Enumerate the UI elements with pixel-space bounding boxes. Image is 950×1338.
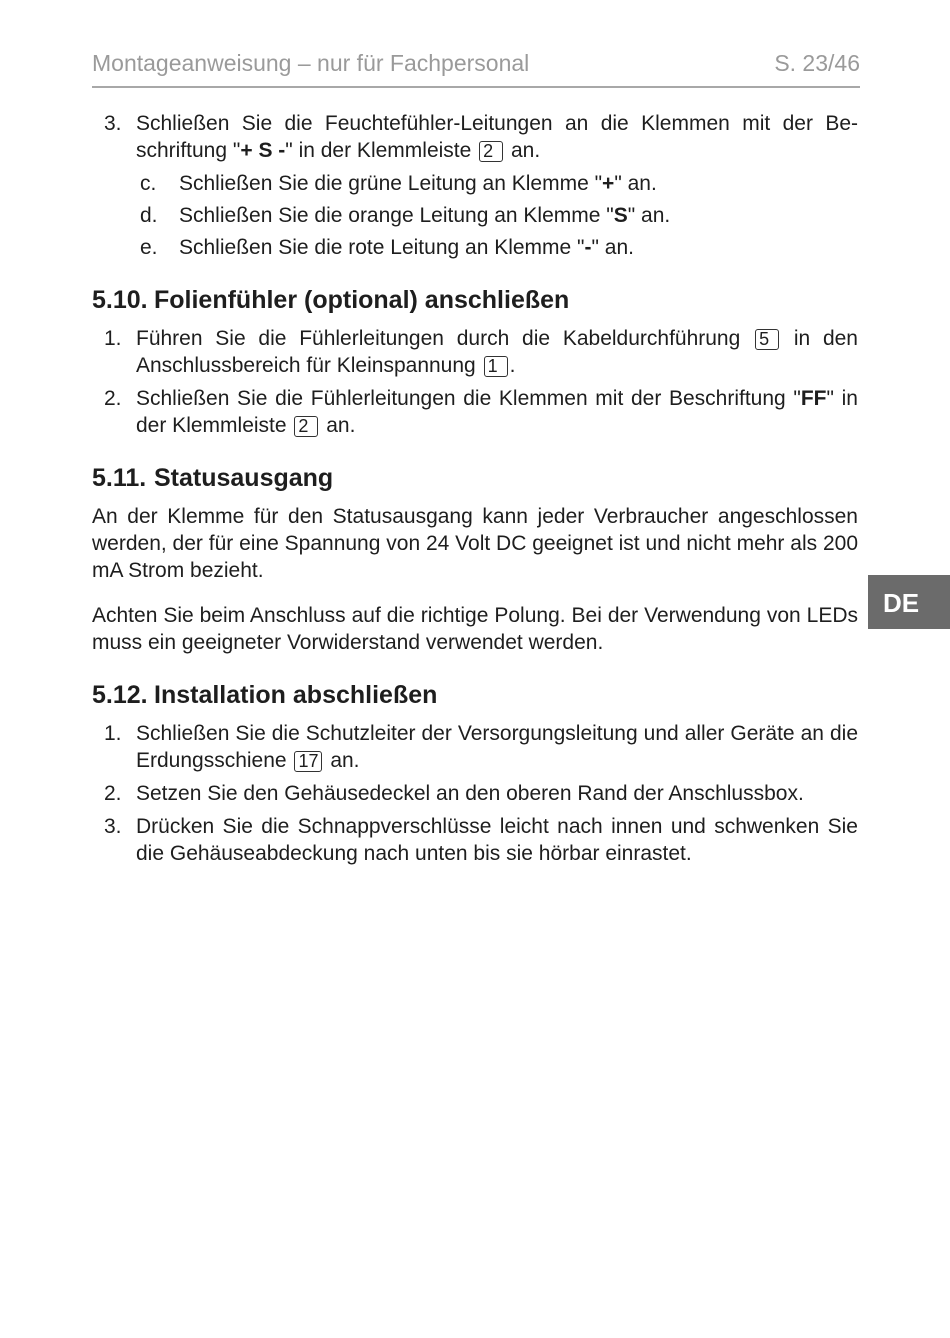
terminal-label: + S - bbox=[240, 139, 286, 162]
section-title: Installation abschließen bbox=[154, 681, 438, 709]
terminal-label: FF bbox=[800, 387, 827, 410]
sub-letter: e. bbox=[140, 236, 158, 259]
list-number: 1. bbox=[104, 722, 122, 745]
list-item-3 bbox=[92, 110, 858, 164]
list-item-1 bbox=[92, 720, 858, 774]
section-title: Folienfühler (optional) anschließen bbox=[154, 286, 570, 314]
list-text: an. bbox=[326, 414, 356, 437]
sub-item-d bbox=[92, 202, 858, 229]
list-text: Schließen Sie die Fühlerleitungen die Klemmen mit der Beschriftung " bbox=[136, 387, 801, 410]
sub-text: Schließen Sie die rote Leitung an Klemme " bbox=[179, 236, 585, 259]
terminal-label: - bbox=[584, 236, 592, 259]
sub-text: Schließen Sie die orange Leitung an Klemme " bbox=[179, 204, 614, 227]
sub-item-c bbox=[92, 170, 858, 197]
paragraph: Achten Sie beim Anschluss auf die richtige Polung. Bei der Verwendung von LEDs muss ein geeigneter Vorwiderstand verwendet werden. bbox=[92, 604, 858, 654]
list-number: 2. bbox=[104, 782, 122, 805]
list-text: Setzen Sie den Gehäusedeckel an den oberen Rand der Anschlussbox. bbox=[136, 782, 804, 805]
page-header bbox=[92, 48, 860, 88]
section-heading-5-12 bbox=[92, 680, 858, 710]
list-text: in den Anschlussbereich für Kleinspannung bbox=[136, 327, 858, 377]
language-tab: DE bbox=[868, 575, 950, 629]
list-number: 2. bbox=[104, 387, 122, 410]
terminal-label: S bbox=[613, 204, 628, 227]
section-number: 5.12. bbox=[92, 681, 148, 709]
list-text: . bbox=[509, 354, 516, 377]
document-title: Montageanweisung – nur für Fachpersonal bbox=[92, 50, 530, 76]
list-item-2 bbox=[92, 385, 858, 439]
section-heading-5-10 bbox=[92, 285, 858, 315]
list-item-1 bbox=[92, 325, 858, 379]
list-text: Führen Sie die Fühlerleitungen durch die Kabeldurchführung bbox=[136, 327, 741, 350]
sub-text: " an. bbox=[614, 172, 657, 195]
reference-box: 2 bbox=[479, 141, 503, 162]
sub-letter: d. bbox=[140, 204, 158, 227]
list-number: 3. bbox=[104, 815, 122, 838]
list-item-2 bbox=[92, 780, 858, 807]
list-item-3 bbox=[92, 813, 858, 867]
page-number: S. 23/46 bbox=[774, 50, 860, 76]
list-text: Schließen Sie die Feuchtefühler-Leitungen an die Klemmen mit der Be-schriftung " bbox=[136, 112, 858, 162]
reference-box: 17 bbox=[294, 751, 322, 772]
list-text: " in der Klemmleiste bbox=[136, 387, 858, 437]
section-heading-5-11 bbox=[92, 463, 858, 493]
page-content bbox=[92, 110, 858, 873]
paragraph: An der Klemme für den Statusausgang kann jeder Verbraucher angeschlossen werden, der für eine Spannung von 24 Volt DC geeignet ist und nicht mehr als 200 mA Strom bezieht. bbox=[92, 505, 858, 582]
sub-text: " an. bbox=[627, 204, 671, 227]
list-text: an. bbox=[511, 139, 541, 162]
list-text: an. bbox=[330, 749, 360, 772]
reference-box: 5 bbox=[755, 329, 779, 350]
section-number: 5.11. bbox=[92, 464, 147, 492]
sub-text: " an. bbox=[591, 236, 634, 259]
reference-box: 1 bbox=[484, 356, 508, 377]
list-text: " in der Klemmleiste bbox=[285, 139, 472, 162]
list-text: Drücken Sie die Schnappverschlüsse leicht nach innen und schwenken Sie die Gehäuseabdeckung nach unten bis sie hörbar einrastet. bbox=[136, 815, 858, 865]
section-title: Statusausgang bbox=[154, 464, 334, 492]
terminal-label: + bbox=[602, 172, 615, 195]
section-number: 5.10. bbox=[92, 286, 148, 314]
sub-text: Schließen Sie die grüne Leitung an Klemme " bbox=[179, 172, 603, 195]
list-text: Schließen Sie die Schutzleiter der Versorgungsleitung und aller Geräte an die Erdungsschiene bbox=[136, 722, 858, 772]
list-number: 1. bbox=[104, 327, 122, 350]
reference-box: 2 bbox=[294, 416, 318, 437]
sub-item-e bbox=[92, 234, 858, 261]
sub-letter: c. bbox=[140, 172, 157, 195]
list-number: 3. bbox=[104, 112, 122, 135]
